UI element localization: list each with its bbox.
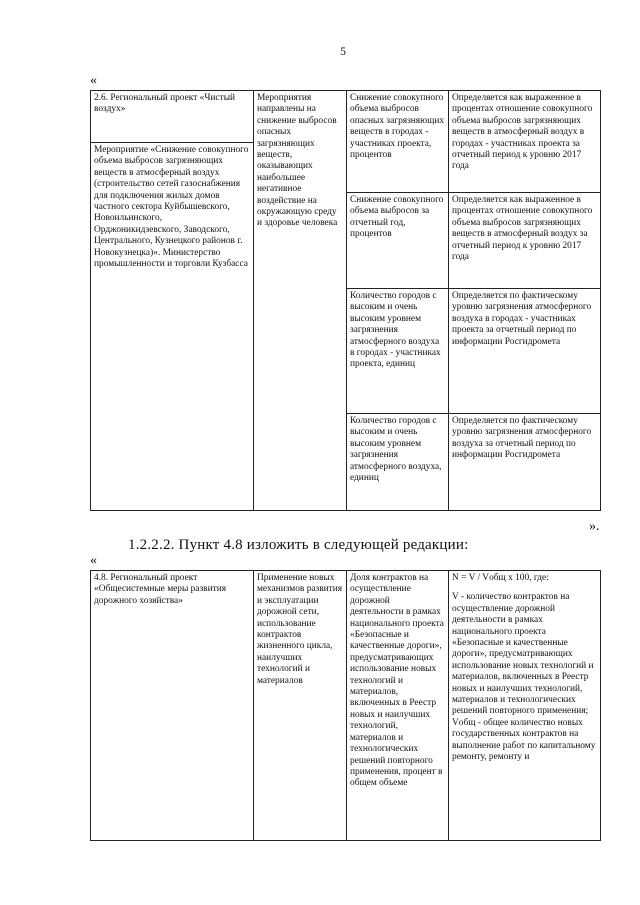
measures-cell: Мероприятия направлены на снижение выбросов опасных загрязняющих веществ, оказывающих наибольшее негативное воздействие на окружающую среду и здоровье человека [254,91,347,511]
opening-quote: « [90,73,97,88]
method-cell: Определяется по фактическому уровню загрязнения атмосферного воздуха за отчетный период по информации Росгидромета [449,414,601,511]
indicator-cell: Снижение совокупного объема выбросов за отчетный год, процентов [347,193,449,289]
page-number: 5 [340,44,346,58]
method-cell: Определяется как выраженное в процентах отношение совокупного объема выбросов загрязняющих веществ в атмосферный воздух за отчетный период к уровню 2017 года [449,193,601,289]
project-title-cell: 2.6. Региональный проект «Чистый воздух» [91,91,254,143]
formula: N = V / Vобщ x 100, где: [452,573,549,583]
indicators-table-clean-air [90,90,601,511]
indicator-cell: Снижение совокупного объема выбросов опасных загрязняющих веществ в городах - участниках проекта, процентов [347,91,449,193]
opening-quote-2: « [90,553,97,568]
event-description-cell: Мероприятие «Снижение совокупного объема выбросов загрязняющих веществ в атмосферный воздух (строительство сетей газоснабжения для подключения жилых домов частного сектора Куйбышевского, Новоильинского, Орджоникидзевского, Заводского, Центрального, Кузнецкого районов г. Новокузнецка)». Министерство промышленности и торговли Кузбасса [91,143,254,511]
measures-cell: Применение новых механизмов развития и эксплуатации дорожной сети, использование контрактов жизненного цикла, наилучших технологий и материалов [254,571,347,841]
indicator-cell: Доля контрактов на осуществление дорожной деятельности в рамках национального проекта «Безопасные и качественные дороги», предусматривающих использование новых технологий и материалов, включенных в Реестр новых и наилучших технологий, материалов и технологических решений повторного применения, процент в общем объеме [347,571,449,841]
subheading: 1.2.2.2. Пункт 4.8 изложить в следующей редакции: [128,537,469,553]
method-cell: Определяется как выраженное в процентах отношение совокупного объема выбросов загрязняющих веществ в атмосферный воздух в городах - участниках проекта за отчетный период к уровню 2017 года [449,91,601,193]
indicator-cell: Количество городов с высоким и очень высоким уровнем загрязнения атмосферного воздуха в городах - участниках проекта, единиц [347,289,449,414]
indicator-cell: Количество городов с высоким и очень высоким уровнем загрязнения атмосферного воздуха, единиц [347,414,449,511]
project-title-cell: 4.8. Региональный проект «Общесистемные меры развития дорожного хозяйства» [91,571,254,841]
closing-quote: ». [589,519,600,534]
formula-explanation: V - количество контрактов на осуществление дорожной деятельности в рамках национального проекта «Безопасные и качественные дороги», предусматривающих использование новых технологий и материалов, включенных в Реестр новых и наилучших технологий, материалов и технологических решений повторного применения; Vобщ - общее количество новых государственных контрактов на выполнение работ по капитальному ремонту, ремонту и [452,592,596,763]
method-cell: Определяется по фактическому уровню загрязнения атмосферного воздуха в городах - участниках проекта за отчетный период по информации Росгидромета [449,289,601,414]
indicators-table-road [90,570,601,841]
method-cell [449,571,601,841]
